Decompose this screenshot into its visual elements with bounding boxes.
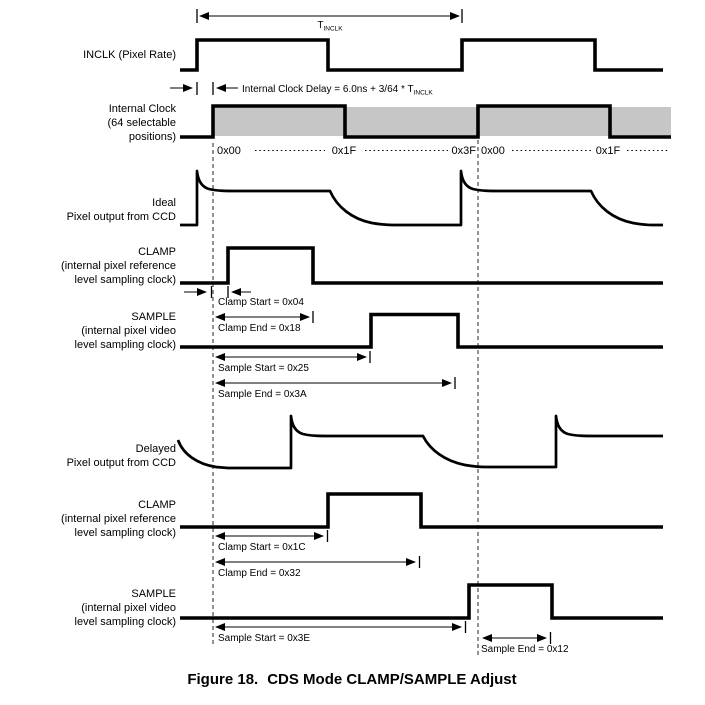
sample2-end-label: Sample End = 0x12 — [481, 644, 569, 655]
sample2-label-line2: (internal pixel video — [81, 602, 176, 614]
scale-label-0x00-a: 0x00 — [217, 145, 241, 157]
clamp1-label-line3: level sampling clock) — [74, 274, 176, 286]
clamp2-start-label: Clamp Start = 0x1C — [218, 542, 306, 553]
sample2-label-line3: level sampling clock) — [74, 616, 176, 628]
sample1-start-annotation — [216, 351, 370, 374]
scale-label-0x1F-b: 0x1F — [595, 145, 621, 157]
sample1-end-annotation — [216, 377, 455, 400]
ideal-ccd-label-line1: Ideal — [152, 197, 176, 209]
sample2-row — [75, 585, 663, 655]
sample2-label-line1: SAMPLE — [131, 588, 176, 600]
clamp2-label-line3: level sampling clock) — [74, 527, 176, 539]
sample2-waveform — [180, 585, 663, 618]
tinclk-dimension — [197, 9, 462, 33]
sample1-start-label: Sample Start = 0x25 — [218, 363, 309, 374]
clamp2-start-annotation — [216, 530, 328, 553]
clamp2-label-line2: (internal pixel reference — [61, 513, 176, 525]
internal-clock-selectable-band — [213, 107, 671, 136]
sample2-start-label: Sample Start = 0x3E — [218, 633, 310, 644]
figure-caption: Figure 18. CDS Mode CLAMP/SAMPLE Adjust — [187, 671, 517, 688]
clamp1-end-label: Clamp End = 0x18 — [218, 323, 301, 334]
delayed-ccd-label-line2: Pixel output from CCD — [66, 457, 176, 469]
ideal-ccd-label-line2: Pixel output from CCD — [66, 211, 176, 223]
delayed-ccd-label-line1: Delayed — [135, 443, 176, 455]
tinclk-label: $T_{INCLK}$ — [317, 20, 343, 33]
internal-clock-label-line3: positions) — [128, 131, 176, 143]
ideal-ccd-waveform — [180, 171, 663, 225]
sample1-label-line2: (internal pixel video — [81, 325, 176, 337]
internal-clock-label-line2: (64 selectable — [107, 117, 176, 129]
inclk-waveform — [180, 40, 663, 70]
clock-delay-annotation — [170, 82, 433, 97]
clamp1-end-annotation — [216, 311, 313, 334]
clamp1-start-label: Clamp Start = 0x04 — [218, 297, 304, 308]
sample2-end-annotation — [481, 632, 569, 655]
scale-label-0x00-b: 0x00 — [481, 145, 505, 157]
clamp2-end-annotation — [216, 556, 420, 579]
sample1-end-label: Sample End = 0x3A — [218, 389, 307, 400]
sample1-row — [75, 311, 663, 400]
internal-clock-label-line1: Internal Clock — [108, 103, 176, 115]
inclk-label: INCLK (Pixel Rate) — [83, 49, 176, 61]
clamp2-row — [61, 494, 663, 579]
clamp1-start-annotation — [184, 286, 304, 308]
internal-clock-row — [108, 103, 672, 157]
delayed-ccd-row — [67, 416, 663, 469]
clamp2-end-label: Clamp End = 0x32 — [218, 568, 301, 579]
sample2-start-annotation — [216, 621, 466, 644]
clamp2-waveform — [180, 494, 663, 527]
clamp1-label-line1: CLAMP — [138, 246, 176, 258]
clock-delay-label: Internal Clock Delay = $6.0ns + 3/64 * T_{INCLK}$ — [242, 84, 433, 97]
delayed-ccd-waveform — [178, 416, 663, 468]
ideal-ccd-row — [67, 171, 663, 225]
clamp1-label-line2: (internal pixel reference — [61, 260, 176, 272]
clamp1-waveform — [180, 248, 663, 283]
scale-label-0x3F: 0x3F — [451, 145, 476, 157]
clamp2-label-line1: CLAMP — [138, 499, 176, 511]
sample1-label-line3: level sampling clock) — [74, 339, 176, 351]
inclk-row — [83, 9, 663, 97]
internal-clock-scale — [217, 145, 668, 157]
scale-label-0x1F-a: 0x1F — [331, 145, 357, 157]
sample1-label-line1: SAMPLE — [131, 311, 176, 323]
